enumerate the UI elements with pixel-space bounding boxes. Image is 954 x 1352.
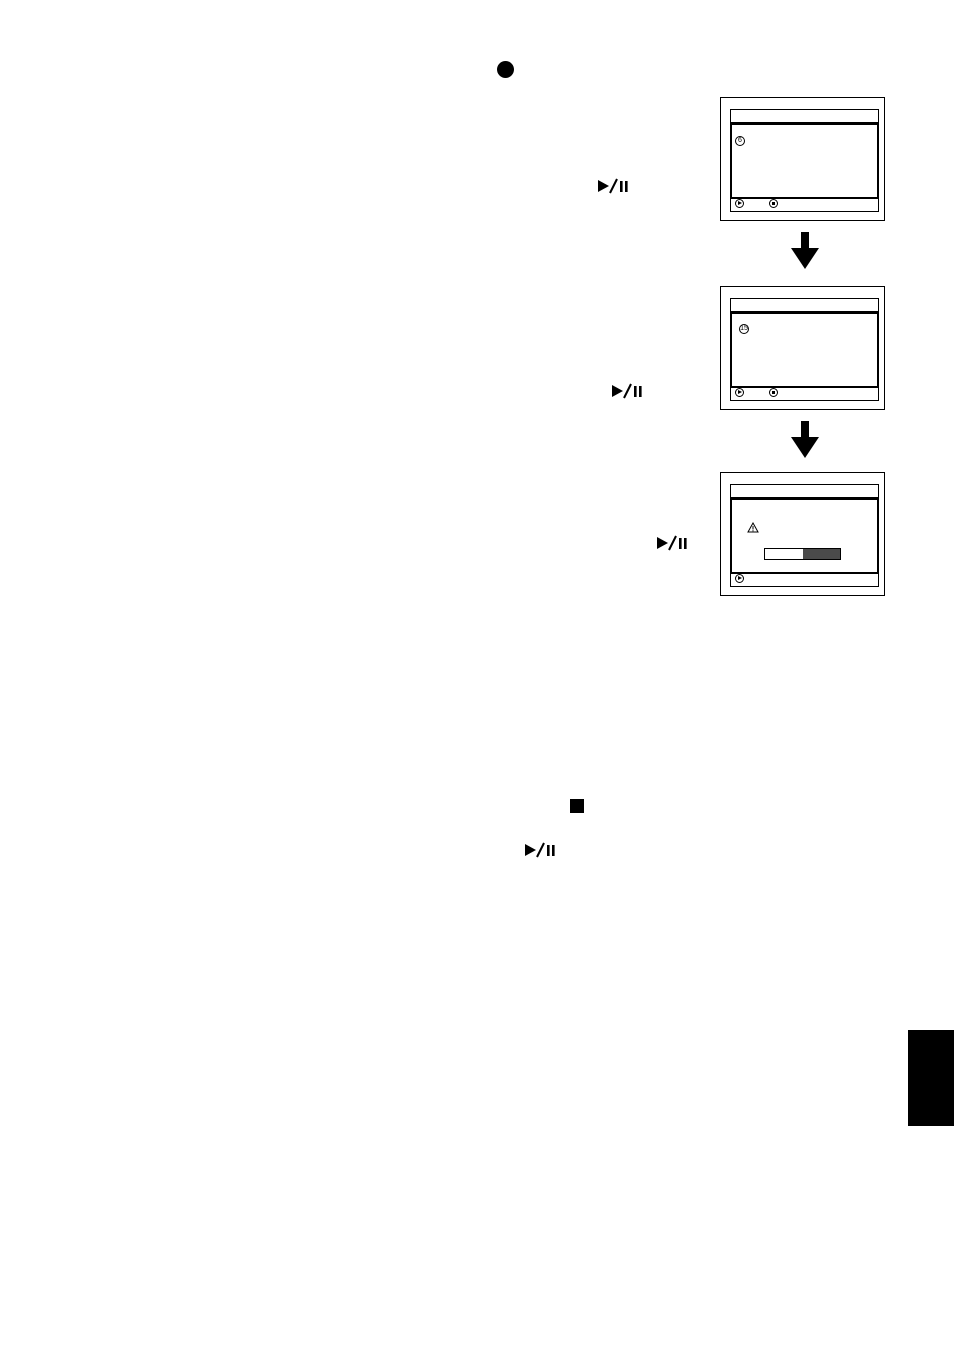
warning-triangle-icon bbox=[747, 522, 759, 533]
lcd-screen-3 bbox=[720, 472, 885, 596]
play-icon bbox=[735, 574, 744, 583]
play-pause-icon bbox=[611, 383, 645, 399]
screen-footer-bar bbox=[730, 573, 879, 587]
play-pause-icon bbox=[524, 842, 558, 858]
screen-body-panel bbox=[730, 312, 879, 388]
play-icon bbox=[735, 199, 744, 208]
screen-footer-bar bbox=[730, 387, 879, 401]
screen-body-panel bbox=[730, 123, 879, 199]
down-arrow-icon bbox=[790, 232, 820, 270]
down-arrow-icon bbox=[790, 421, 820, 459]
stop-square-icon bbox=[570, 799, 584, 813]
lcd-screen-2 bbox=[720, 286, 885, 410]
stop-icon bbox=[769, 199, 778, 208]
play-pause-icon bbox=[656, 535, 690, 551]
bullet-dot-icon bbox=[497, 61, 514, 78]
stop-icon bbox=[769, 388, 778, 397]
circled-number-icon: 6 bbox=[735, 136, 745, 146]
screen-footer-bar bbox=[730, 198, 879, 212]
progress-bar bbox=[764, 548, 841, 560]
lcd-screen-1 bbox=[720, 97, 885, 221]
screen-title-bar bbox=[730, 298, 879, 312]
progress-bar-fill bbox=[803, 549, 841, 559]
play-icon bbox=[735, 388, 744, 397]
play-pause-icon bbox=[597, 178, 631, 194]
screen-body-panel bbox=[730, 498, 879, 574]
screen-title-bar bbox=[730, 109, 879, 123]
screen-title-bar bbox=[730, 484, 879, 498]
circled-number-icon: 15 bbox=[740, 325, 748, 332]
section-tab bbox=[908, 1030, 954, 1126]
